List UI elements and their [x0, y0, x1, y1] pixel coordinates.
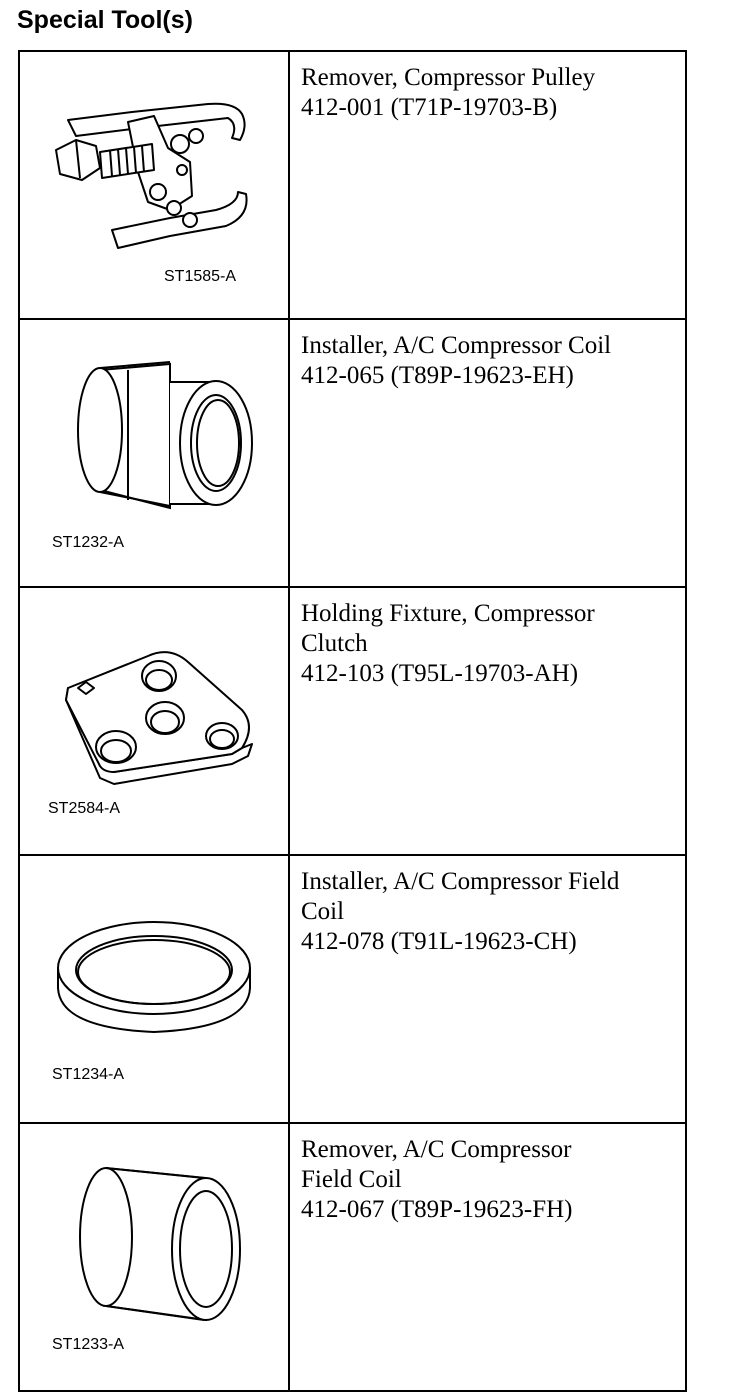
tool-description-line: Remover, Compressor Pulley	[301, 64, 596, 91]
tool-description-line: 412-067 (T89P-19623-FH)	[301, 1196, 573, 1223]
tool-image-cell	[19, 319, 289, 587]
tool-code: ST1232-A	[52, 534, 125, 551]
tool-description	[289, 319, 686, 587]
tool-description	[289, 51, 686, 319]
tool-image-cell	[19, 51, 289, 319]
special-tools-table	[18, 50, 687, 1392]
table-row	[19, 855, 686, 1123]
tool-description-line: 412-078 (T91L-19623-CH)	[301, 928, 577, 955]
tool-code: ST1585-A	[164, 268, 237, 285]
table-row	[19, 587, 686, 855]
tool-code: ST1234-A	[52, 1066, 125, 1083]
tool-description-line: Installer, A/C Compressor Field	[301, 868, 620, 895]
tool-description-line: Remover, A/C Compressor	[301, 1136, 572, 1163]
tool-image-cell	[19, 855, 289, 1123]
table-row	[19, 1123, 686, 1391]
puller-icon	[20, 52, 288, 307]
tool-description-line: Clutch	[301, 630, 368, 657]
tool-code: ST2584-A	[48, 800, 121, 817]
tool-description-line: Coil	[301, 898, 345, 925]
tool-description-line: Field Coil	[301, 1166, 402, 1193]
tool-description-line: 412-001 (T71P-19703-B)	[301, 94, 558, 121]
tool-code: ST1233-A	[52, 1336, 125, 1353]
tool-description	[289, 855, 686, 1123]
tool-image-cell	[19, 1123, 289, 1391]
tool-description-line: 412-065 (T89P-19623-EH)	[301, 362, 574, 389]
tool-image-cell	[19, 587, 289, 855]
tool-description	[289, 1123, 686, 1391]
page-title: Special Tool(s)	[17, 6, 193, 34]
tool-description-line: Holding Fixture, Compressor	[301, 600, 595, 627]
table-row	[19, 319, 686, 587]
tool-description	[289, 587, 686, 855]
tool-description-line: Installer, A/C Compressor Coil	[301, 332, 612, 359]
table-row	[19, 51, 686, 319]
tool-description-line: 412-103 (T95L-19703-AH)	[301, 660, 579, 687]
